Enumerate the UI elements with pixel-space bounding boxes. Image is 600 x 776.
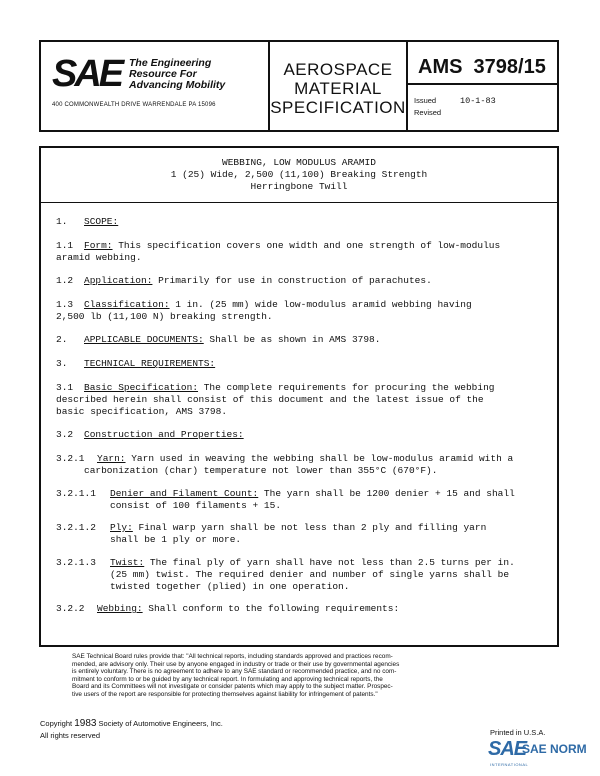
section-3-2-number: 3.2 — [56, 429, 74, 440]
section-3-2-heading: Construction and Properties: — [84, 429, 244, 440]
section-3-1-line-3: basic specification, AMS 3798. — [56, 406, 228, 417]
section-1-number: 1. — [56, 216, 68, 227]
section-3-2-1-1-heading: Denier and Filament Count: — [110, 488, 259, 499]
section-3-1-number: 3.1 — [56, 382, 74, 393]
spec-number: AMS 3798/15 — [418, 56, 546, 78]
policy-line-6: tive users of the report are responsible for protecting themselves against liability for infringement of patents." — [72, 690, 378, 698]
tagline-line-2: Resource For — [129, 68, 197, 80]
section-3-2-2-heading: Webbing: — [97, 603, 143, 614]
copyright-prefix: Copyright — [40, 719, 73, 728]
issued-date: 10-1-83 — [460, 96, 496, 106]
section-3-2-1-heading: Yarn: — [97, 453, 126, 464]
section-1-3-number: 1.3 — [56, 299, 74, 310]
section-3-2-1-2-line-2: shall be 1 ply or more. — [110, 534, 242, 545]
section-3-2-1-text — [84, 453, 514, 477]
section-3-2-1-1-number: 3.2.1.1 — [56, 488, 96, 499]
policy-statement — [72, 653, 399, 699]
section-2-heading: APPLICABLE DOCUMENTS: — [84, 334, 204, 345]
section-3-2-1-3-line-3: twisted together (plied) in one operation. — [110, 581, 350, 592]
policy-line-3: is entirely voluntary. There is no agreement to adhere to any SAE standard or recommended practice, and no com- — [72, 668, 397, 676]
section-1-1-line-1: This specification covers one width and one strength of low-modulus — [112, 240, 501, 251]
header-divider-h — [406, 83, 559, 85]
spec-type — [270, 60, 406, 117]
section-3-2-1-3-number: 3.2.1.3 — [56, 557, 96, 568]
section-1-1-heading: Form: — [84, 240, 113, 251]
copyright-year: 1983 — [74, 718, 97, 729]
section-1-1-line-2: aramid webbing. — [56, 252, 142, 263]
section-1-2-text — [84, 275, 432, 287]
section-2-number: 2. — [56, 334, 68, 345]
section-3-1-line-2: described herein shall consist of this document and the latest issue of the — [56, 394, 484, 405]
section-3-2-1-number: 3.2.1 — [56, 453, 85, 464]
policy-line-2: mended, are advisory only. Their use by anyone engaged in industry or trade or their use by governmental agencies — [72, 660, 400, 668]
section-3-number: 3. — [56, 358, 68, 369]
title-line-1: WEBBING, LOW MODULUS ARAMID — [222, 157, 376, 168]
copyright — [40, 718, 223, 729]
tagline-line-3: Advancing Mobility — [129, 79, 226, 91]
section-1-2-heading: Application: — [84, 275, 153, 286]
printed-in: Printed in U.S.A. — [490, 728, 546, 737]
section-1-3-line-2: 2,500 lb (11,100 N) breaking strength. — [56, 311, 273, 322]
section-2-text — [84, 334, 380, 346]
section-1-2-line-1: Primarily for use in construction of parachutes. — [152, 275, 432, 286]
spec-type-line-3: SPECIFICATION — [270, 98, 406, 117]
watermark-sub: INTERNATIONAL — [490, 762, 529, 767]
tagline-line-1: The Engineering — [129, 57, 212, 69]
section-1-3-heading: Classification: — [84, 299, 170, 310]
section-1-1-number: 1.1 — [56, 240, 74, 251]
sae-tagline — [129, 58, 225, 91]
policy-line-1: SAE Technical Board rules provide that: "All technical reports, including standards approved and practices recom- — [72, 653, 393, 660]
section-1-2-number: 1.2 — [56, 275, 74, 286]
sae-address: 400 COMMONWEALTH DRIVE WARRENDALE PA 15096 — [52, 102, 216, 108]
section-3-2-1-1-text — [110, 488, 515, 512]
spec-type-line-2: MATERIAL — [294, 79, 382, 98]
title-line-3: Herringbone Twill — [250, 181, 348, 192]
section-3-2-1-3-line-1: The final ply of yarn shall have not less than 2.5 turns per in. — [144, 557, 515, 568]
section-3-2-1-3-heading: Twist: — [110, 557, 145, 568]
document-title — [39, 157, 559, 193]
section-3-2-1-line-1: Yarn used in weaving the webbing shall be low-modulus aramid with a — [125, 453, 514, 464]
header-divider-2 — [406, 40, 408, 132]
sae-logo: SAE — [52, 53, 122, 95]
policy-line-4: mitment to conform to or be guided by any technical report. In formulating and approving technical reports, the — [72, 675, 383, 683]
section-3-2-1-3-line-2: (25 mm) twist. The required denier and number of single yarns shall be — [110, 569, 510, 580]
section-3-2-1-1-line-2: consist of 100 filaments + 15. — [110, 500, 282, 511]
section-1-heading: SCOPE: — [84, 216, 119, 227]
section-1-3-line-1: 1 in. (25 mm) wide low-modulus aramid webbing having — [169, 299, 472, 310]
watermark-logo: SAE — [488, 738, 527, 760]
section-3-2-1-3-text — [110, 557, 515, 593]
section-3-2-1-1-line-1: The yarn shall be 1200 denier + 15 and shall — [258, 488, 515, 499]
rights-reserved: All rights reserved — [40, 731, 101, 740]
section-3-2-1-2-heading: Ply: — [110, 522, 133, 533]
section-3-2-1-2-line-1: Final warp yarn shall be not less than 2 ply and filling yarn — [132, 522, 487, 533]
section-3-2-2-number: 3.2.2 — [56, 603, 85, 614]
section-3-heading: TECHNICAL REQUIREMENTS: — [84, 358, 216, 369]
copyright-suffix: Society of Automotive Engineers, Inc. — [98, 719, 223, 728]
section-3-2-2-text — [97, 603, 399, 615]
section-3-1-line-1: The complete requirements for procuring the webbing — [198, 382, 495, 393]
revised-label: Revised — [414, 108, 442, 117]
section-3-2-2-line-1: Shall conform to the following requirements: — [142, 603, 400, 614]
watermark-text: SAE NORM — [522, 742, 587, 756]
title-line-2: 1 (25) Wide, 2,500 (11,100) Breaking Strength — [170, 169, 428, 180]
section-3-2-1-line-2: carbonization (char) temperature not lower than 355°C (670°F). — [84, 465, 438, 476]
section-3-2-1-2-text — [110, 522, 486, 546]
policy-line-5: Board and its Committees will not investigate or consider patents which may apply to the subject matter. Prospec- — [72, 683, 393, 691]
issued-label: Issued — [414, 96, 437, 105]
section-3-1-heading: Basic Specification: — [84, 382, 199, 393]
section-3-2-1-2-number: 3.2.1.2 — [56, 522, 96, 533]
title-divider — [39, 202, 559, 203]
section-2-line-1: Shall be as shown in AMS 3798. — [203, 334, 381, 345]
spec-type-line-1: AEROSPACE — [283, 60, 393, 79]
